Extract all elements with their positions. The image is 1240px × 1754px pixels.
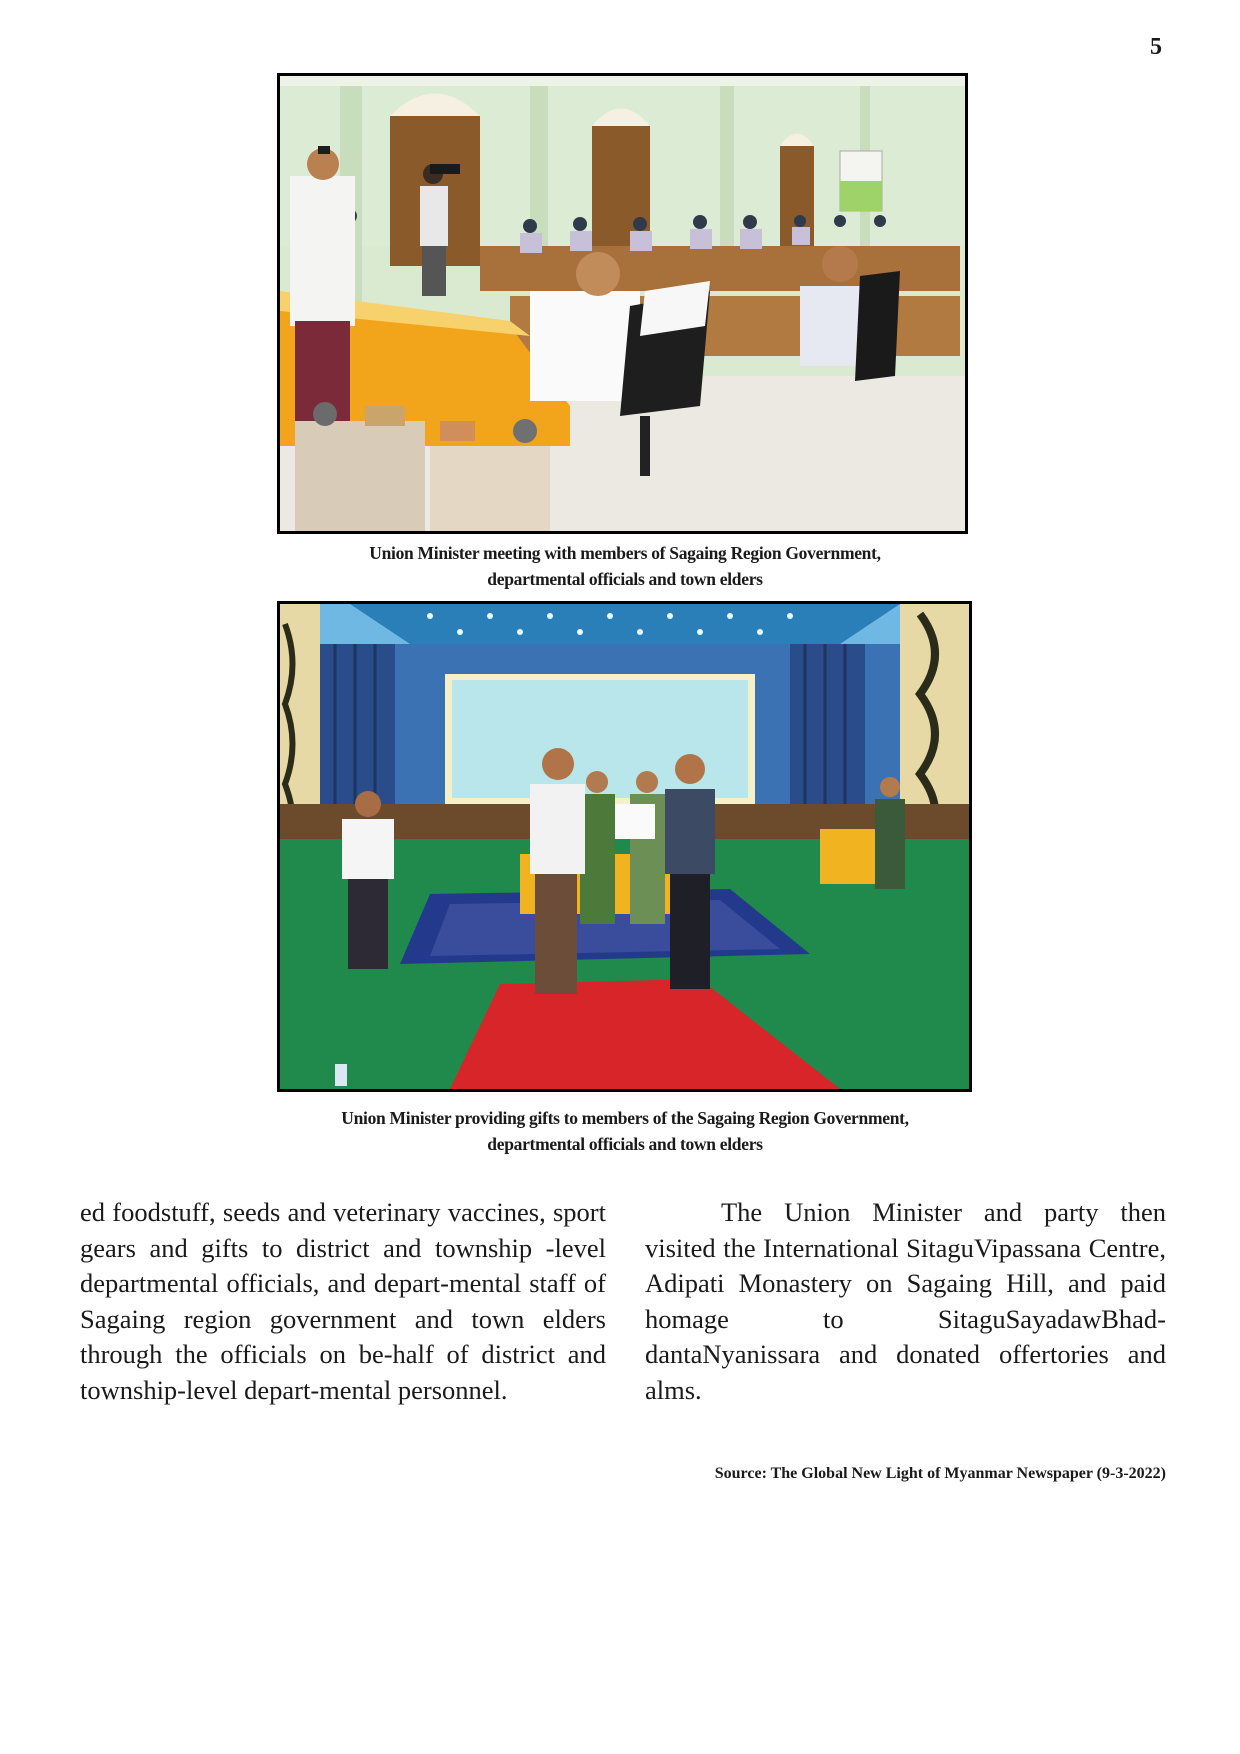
gift-presentation-illustration: [280, 604, 969, 1089]
meeting-photo-caption: [270, 540, 980, 592]
gift-photo-caption: [270, 1105, 980, 1157]
caption-line: departmental officials and town elders: [487, 1134, 763, 1154]
gift-presentation-photo: [277, 601, 972, 1092]
page-number: 5: [1150, 34, 1162, 60]
meeting-photo: [277, 73, 968, 534]
meeting-photo-illustration: [280, 76, 965, 531]
article-right-column: [645, 1195, 1166, 1408]
article-paragraph: The Union Minister and party then visited the International SitaguVipassana Centre, Adipati Monastery on Sagaing Hill, and paid homage to SitaguSayadawBhad-dantaNyanissara and donated offertories and alms.: [645, 1197, 1166, 1405]
caption-line: Union Minister meeting with members of Sagaing Region Government,: [369, 543, 881, 563]
article-paragraph: ed foodstuff, seeds and veterinary vaccines, sport gears and gifts to district and township -level departmental officials, and depart-mental staff of Sagaing region government and town elders through the officials on be-half of district and township-level depart-mental personnel.: [80, 1197, 606, 1405]
caption-line: Union Minister providing gifts to members of the Sagaing Region Government,: [341, 1108, 909, 1128]
caption-line: departmental officials and town elders: [487, 569, 763, 589]
source-credit: Source: The Global New Light of Myanmar Newspaper (9-3-2022): [714, 1465, 1166, 1482]
article-left-column: [80, 1195, 606, 1408]
